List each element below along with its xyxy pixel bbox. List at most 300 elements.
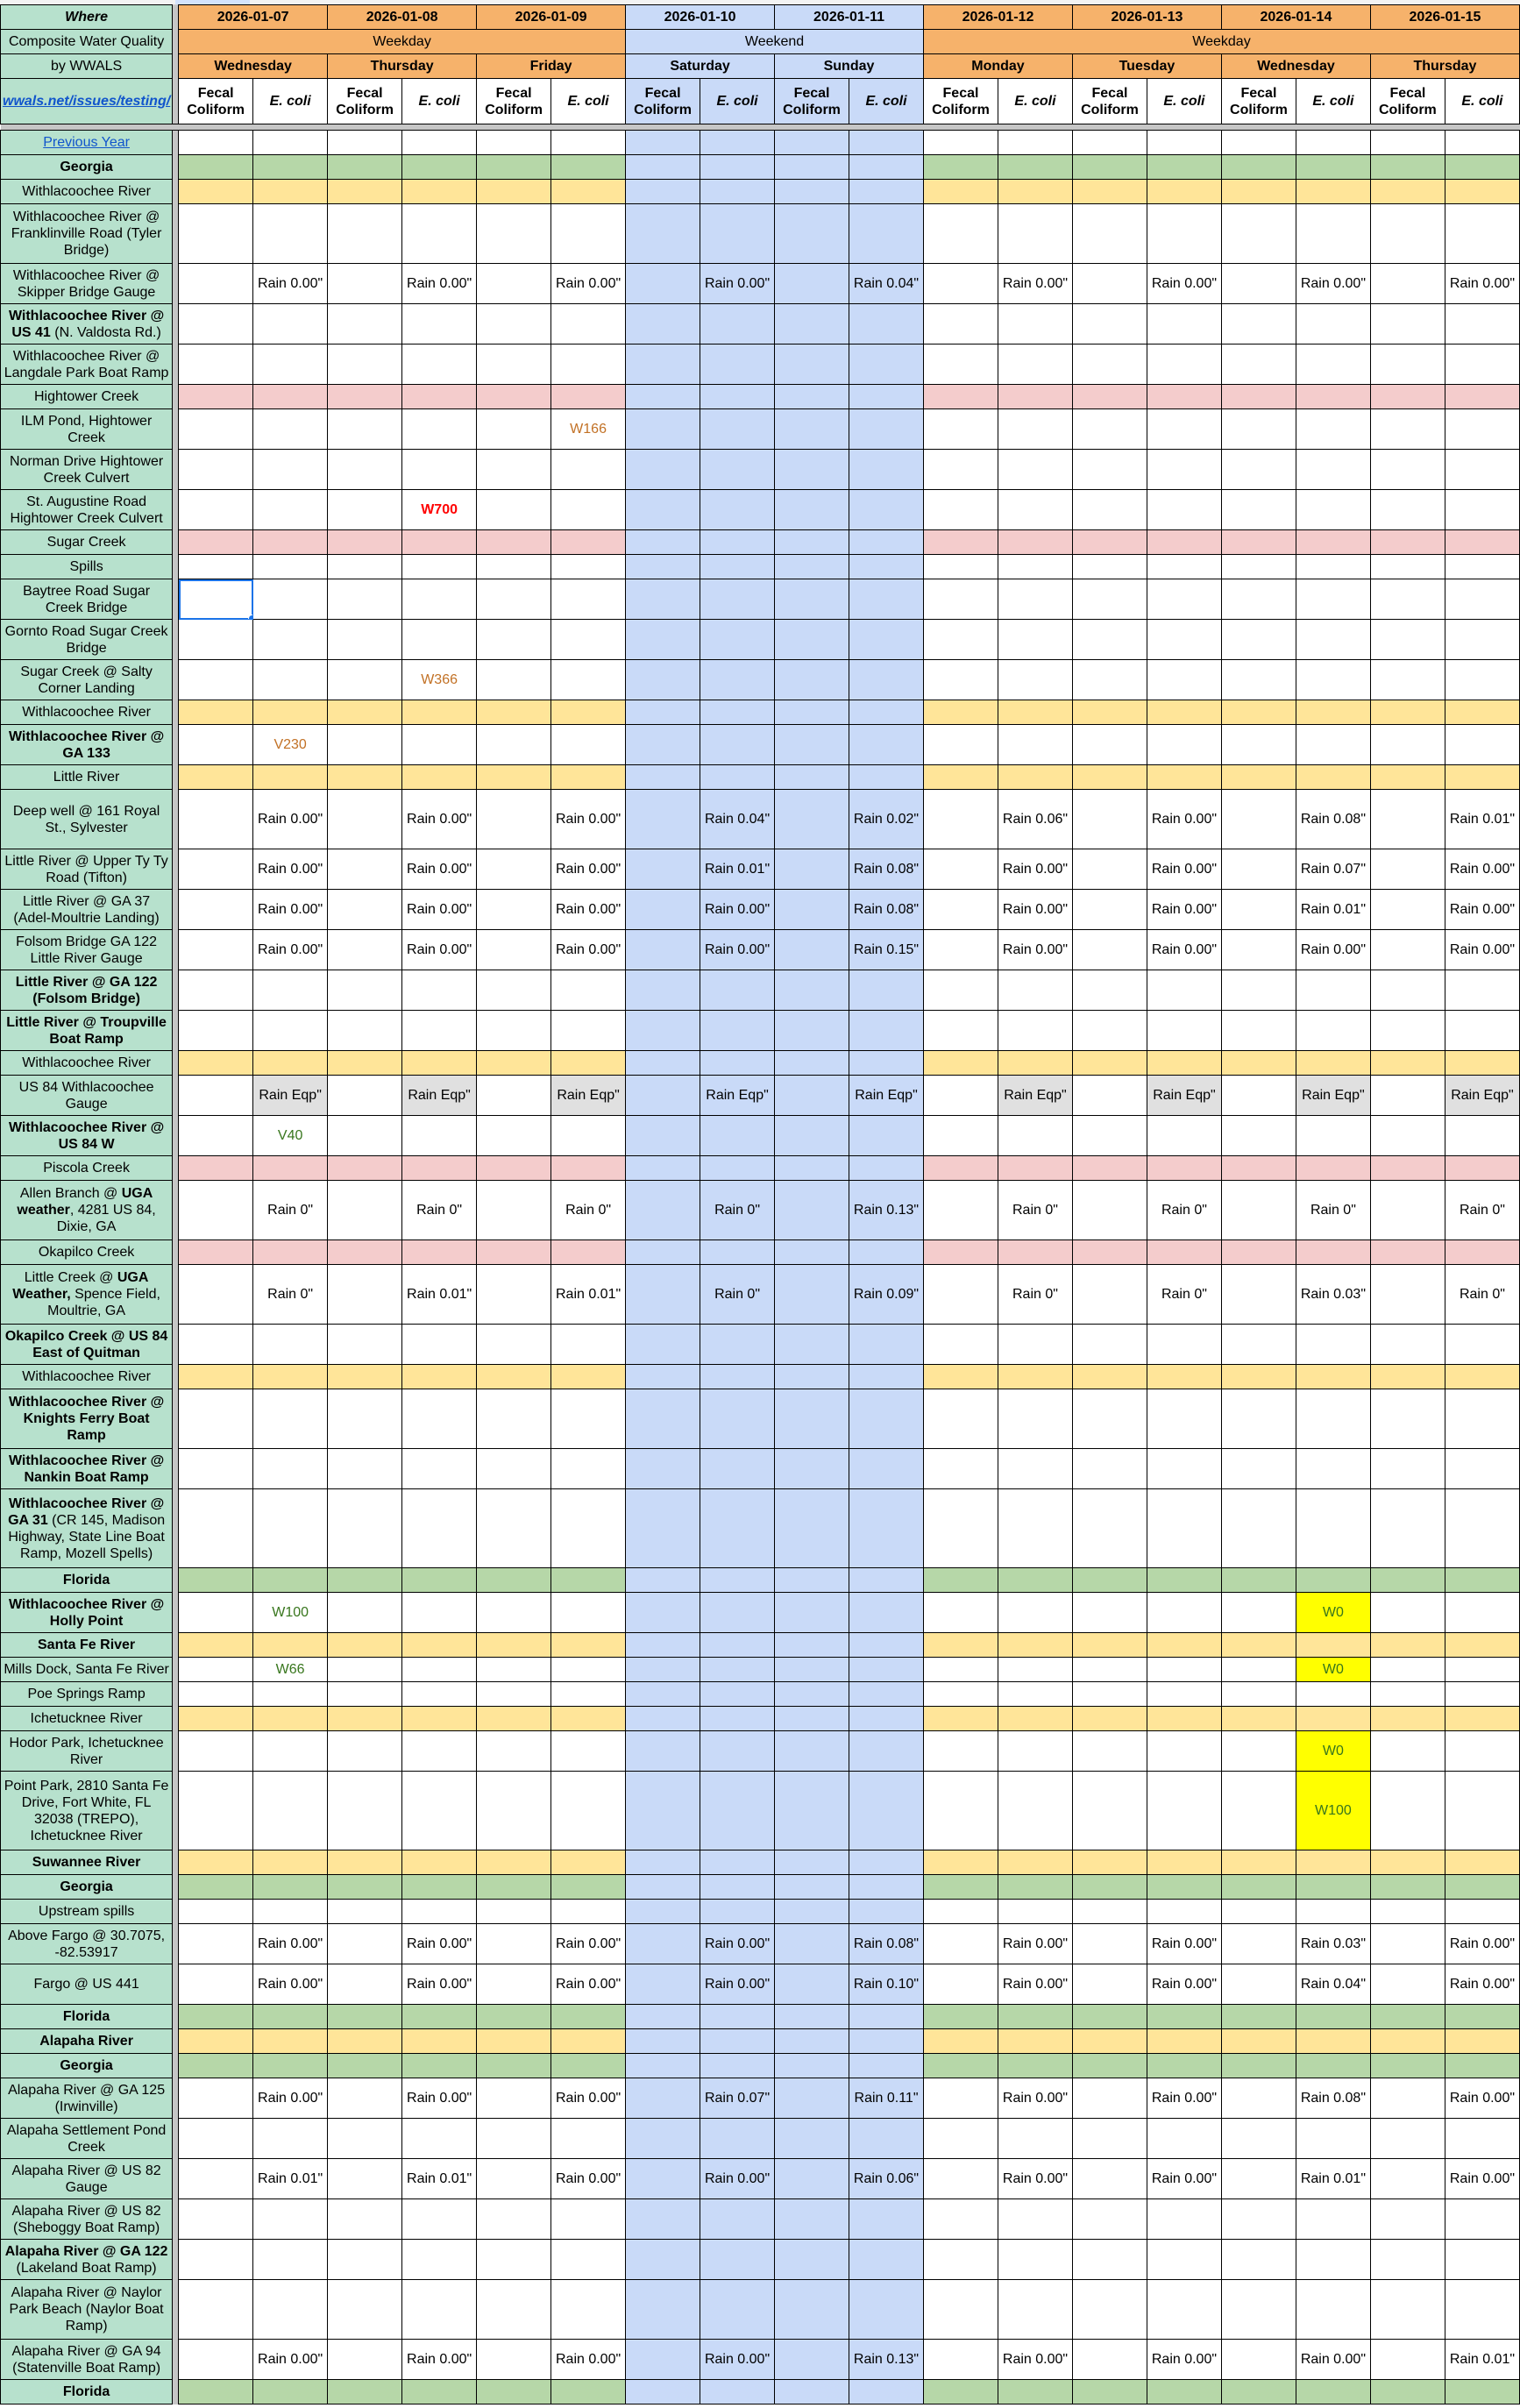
rainfall-cell[interactable]: Rain 0" (1147, 1181, 1221, 1240)
fecal-coliform-cell[interactable] (477, 1900, 551, 1924)
fecal-coliform-cell[interactable] (1221, 2029, 1296, 2054)
ecoli-cell[interactable] (551, 2240, 626, 2280)
data-cell[interactable] (253, 131, 328, 155)
ecoli-cell[interactable] (998, 2029, 1072, 2054)
ecoli-cell[interactable] (998, 2380, 1072, 2404)
fecal-coliform-cell[interactable] (179, 1181, 253, 1240)
fecal-coliform-cell[interactable] (1370, 1964, 1445, 2005)
fecal-coliform-cell[interactable] (179, 2159, 253, 2199)
fecal-coliform-cell[interactable] (1072, 1682, 1147, 1707)
ecoli-cell[interactable] (998, 725, 1072, 765)
rainfall-cell[interactable]: Rain 0.00" (1445, 849, 1519, 890)
fecal-coliform-cell[interactable] (924, 1568, 998, 1593)
fecal-coliform-cell[interactable] (328, 2054, 402, 2078)
rainfall-cell[interactable]: Rain 0.00" (402, 264, 477, 304)
fecal-coliform-cell[interactable] (924, 1900, 998, 1924)
fecal-coliform-cell[interactable] (328, 304, 402, 345)
frozen-row-divider[interactable] (1, 124, 1520, 131)
fecal-coliform-cell[interactable] (179, 490, 253, 530)
ecoli-cell[interactable] (700, 700, 775, 725)
fecal-coliform-cell[interactable] (924, 385, 998, 409)
rainfall-cell[interactable]: Rain 0" (998, 1265, 1072, 1325)
frozen-column-divider[interactable] (173, 5, 179, 124)
fecal-coliform-cell[interactable] (1072, 345, 1147, 385)
fecal-coliform-cell[interactable] (1221, 345, 1296, 385)
ecoli-cell[interactable] (253, 1449, 328, 1489)
fecal-coliform-cell[interactable] (1370, 1772, 1445, 1850)
fecal-coliform-cell[interactable] (775, 1875, 849, 1900)
fecal-coliform-cell[interactable] (924, 304, 998, 345)
ecoli-cell[interactable] (998, 1156, 1072, 1181)
fecal-coliform-cell[interactable] (924, 1181, 998, 1240)
fecal-coliform-cell[interactable] (1221, 1181, 1296, 1240)
ecoli-cell[interactable] (1445, 490, 1519, 530)
fecal-coliform-cell[interactable] (626, 2199, 700, 2240)
fecal-coliform-cell[interactable] (775, 2240, 849, 2280)
fecal-coliform-cell[interactable] (1370, 1240, 1445, 1265)
ecoli-cell[interactable] (402, 1489, 477, 1568)
fecal-coliform-cell[interactable] (477, 1389, 551, 1449)
fecal-coliform-cell[interactable] (477, 1449, 551, 1489)
fecal-coliform-cell[interactable] (1370, 180, 1445, 204)
ecoli-cell[interactable] (402, 345, 477, 385)
ecoli-cell[interactable] (402, 1389, 477, 1449)
fecal-coliform-cell[interactable] (328, 1964, 402, 2005)
ecoli-cell[interactable] (1445, 1900, 1519, 1924)
ecoli-cell[interactable] (551, 1707, 626, 1731)
fecal-coliform-cell[interactable] (1221, 1964, 1296, 2005)
fecal-coliform-cell[interactable] (477, 579, 551, 620)
fecal-coliform-cell[interactable] (1221, 1850, 1296, 1875)
ecoli-cell[interactable] (1296, 1707, 1370, 1731)
rainfall-cell[interactable]: Rain 0.11" (849, 2078, 924, 2119)
fecal-coliform-cell[interactable] (1221, 2005, 1296, 2029)
fecal-coliform-cell[interactable] (626, 2380, 700, 2404)
fecal-coliform-cell[interactable] (328, 890, 402, 930)
ecoli-cell[interactable] (1445, 1116, 1519, 1156)
fecal-coliform-cell[interactable] (1370, 264, 1445, 304)
fecal-coliform-cell[interactable] (179, 1964, 253, 2005)
fecal-coliform-cell[interactable] (1370, 1365, 1445, 1389)
fecal-coliform-cell[interactable] (1072, 264, 1147, 304)
ecoli-cell[interactable] (700, 409, 775, 450)
fecal-coliform-cell[interactable] (626, 1389, 700, 1449)
fecal-coliform-cell[interactable] (626, 1181, 700, 1240)
fecal-coliform-cell[interactable] (179, 620, 253, 660)
fecal-coliform-cell[interactable] (1221, 180, 1296, 204)
ecoli-cell[interactable] (1445, 1593, 1519, 1633)
sample-result-cell[interactable]: W166 (551, 409, 626, 450)
fecal-coliform-cell[interactable] (179, 1682, 253, 1707)
fecal-coliform-cell[interactable] (1221, 849, 1296, 890)
fecal-coliform-cell[interactable] (775, 2159, 849, 2199)
fecal-coliform-cell[interactable] (477, 1051, 551, 1076)
fecal-coliform-cell[interactable] (477, 1116, 551, 1156)
ecoli-cell[interactable] (1147, 490, 1221, 530)
fecal-coliform-cell[interactable] (775, 385, 849, 409)
fecal-coliform-cell[interactable] (924, 725, 998, 765)
fecal-coliform-cell[interactable] (328, 1051, 402, 1076)
fecal-coliform-cell[interactable] (179, 1924, 253, 1964)
ecoli-cell[interactable] (998, 345, 1072, 385)
fecal-coliform-cell[interactable] (775, 1076, 849, 1116)
ecoli-cell[interactable] (402, 579, 477, 620)
fecal-coliform-cell[interactable] (1221, 1365, 1296, 1389)
testing-link[interactable]: wwals.net/issues/testing/ (3, 94, 171, 109)
fecal-coliform-cell[interactable] (1221, 2054, 1296, 2078)
rainfall-cell[interactable]: Rain 0.07" (1296, 849, 1370, 890)
rainfall-cell[interactable]: Rain 0.01" (402, 1265, 477, 1325)
fecal-coliform-cell[interactable] (1370, 1682, 1445, 1707)
ecoli-cell[interactable] (551, 555, 626, 579)
fecal-coliform-cell[interactable] (1221, 579, 1296, 620)
ecoli-cell[interactable] (253, 1682, 328, 1707)
fecal-coliform-cell[interactable] (1370, 725, 1445, 765)
ecoli-cell[interactable] (1445, 1051, 1519, 1076)
fecal-coliform-cell[interactable] (179, 1365, 253, 1389)
fecal-coliform-cell[interactable] (775, 304, 849, 345)
rainfall-cell[interactable]: Rain 0.00" (998, 2340, 1072, 2380)
rainfall-cell[interactable]: Rain Eqp" (700, 1076, 775, 1116)
fecal-coliform-cell[interactable] (328, 849, 402, 890)
ecoli-cell[interactable] (1147, 1633, 1221, 1658)
ecoli-cell[interactable] (1445, 1875, 1519, 1900)
fecal-coliform-cell[interactable] (179, 2119, 253, 2159)
ecoli-cell[interactable] (551, 2380, 626, 2404)
ecoli-cell[interactable] (700, 1682, 775, 1707)
fecal-coliform-cell[interactable] (775, 1964, 849, 2005)
fecal-coliform-cell[interactable] (775, 1568, 849, 1593)
fecal-coliform-cell[interactable] (924, 1011, 998, 1051)
fecal-coliform-cell[interactable] (1370, 1875, 1445, 1900)
fecal-coliform-cell[interactable] (924, 1658, 998, 1682)
rainfall-cell[interactable]: Rain 0.00" (1445, 2078, 1519, 2119)
fecal-coliform-cell[interactable] (626, 660, 700, 700)
ecoli-cell[interactable] (253, 1389, 328, 1449)
rainfall-cell[interactable]: Rain 0.00" (700, 930, 775, 970)
ecoli-cell[interactable] (998, 1707, 1072, 1731)
fecal-coliform-cell[interactable] (626, 1365, 700, 1389)
fecal-coliform-cell[interactable] (626, 2280, 700, 2340)
fecal-coliform-cell[interactable] (1221, 790, 1296, 849)
ecoli-cell[interactable] (551, 530, 626, 555)
ecoli-cell[interactable] (998, 155, 1072, 180)
ecoli-cell[interactable] (1445, 304, 1519, 345)
rainfall-cell[interactable]: Rain 0.08" (1296, 2078, 1370, 2119)
fecal-coliform-cell[interactable] (775, 530, 849, 555)
ecoli-cell[interactable] (700, 1365, 775, 1389)
data-cell[interactable] (849, 131, 924, 155)
fecal-coliform-cell[interactable] (1370, 1051, 1445, 1076)
rainfall-cell[interactable]: Rain 0.00" (700, 2340, 775, 2380)
fecal-coliform-cell[interactable] (477, 2078, 551, 2119)
fecal-coliform-cell[interactable] (1221, 450, 1296, 490)
fecal-coliform-cell[interactable] (1072, 1924, 1147, 1964)
fecal-coliform-cell[interactable] (179, 555, 253, 579)
ecoli-cell[interactable] (1296, 530, 1370, 555)
rainfall-cell[interactable]: Rain 0.04" (849, 264, 924, 304)
rainfall-cell[interactable]: Rain 0.00" (402, 1924, 477, 1964)
fecal-coliform-cell[interactable] (179, 2380, 253, 2404)
fecal-coliform-cell[interactable] (1370, 1265, 1445, 1325)
fecal-coliform-cell[interactable] (924, 204, 998, 264)
rainfall-cell[interactable]: Rain 0.08" (849, 1924, 924, 1964)
rainfall-cell[interactable]: Rain 0.15" (849, 930, 924, 970)
fecal-coliform-cell[interactable] (626, 930, 700, 970)
fecal-coliform-cell[interactable] (1072, 1964, 1147, 2005)
ecoli-cell[interactable] (998, 579, 1072, 620)
fecal-coliform-cell[interactable] (328, 1924, 402, 1964)
ecoli-cell[interactable] (1147, 180, 1221, 204)
fecal-coliform-cell[interactable] (1370, 1116, 1445, 1156)
ecoli-cell[interactable] (253, 2240, 328, 2280)
ecoli-cell[interactable] (551, 1850, 626, 1875)
fecal-coliform-cell[interactable] (1072, 2119, 1147, 2159)
ecoli-cell[interactable] (849, 1772, 924, 1850)
fecal-coliform-cell[interactable] (328, 970, 402, 1011)
fecal-coliform-cell[interactable] (924, 1156, 998, 1181)
ecoli-cell[interactable] (700, 530, 775, 555)
fecal-coliform-cell[interactable] (1221, 2119, 1296, 2159)
ecoli-cell[interactable] (1445, 180, 1519, 204)
rainfall-cell[interactable]: Rain 0.00" (1445, 264, 1519, 304)
fecal-coliform-cell[interactable] (477, 660, 551, 700)
fecal-coliform-cell[interactable] (775, 790, 849, 849)
fecal-coliform-cell[interactable] (1221, 620, 1296, 660)
ecoli-cell[interactable] (253, 490, 328, 530)
ecoli-cell[interactable] (1147, 1658, 1221, 1682)
fecal-coliform-cell[interactable] (328, 1365, 402, 1389)
fecal-coliform-cell[interactable] (1370, 970, 1445, 1011)
fecal-coliform-cell[interactable] (477, 970, 551, 1011)
ecoli-cell[interactable] (998, 1568, 1072, 1593)
ecoli-cell[interactable] (998, 530, 1072, 555)
ecoli-cell[interactable] (1445, 1772, 1519, 1850)
ecoli-cell[interactable] (1445, 620, 1519, 660)
fecal-coliform-cell[interactable] (924, 620, 998, 660)
fecal-coliform-cell[interactable] (1072, 1011, 1147, 1051)
ecoli-cell[interactable] (253, 2119, 328, 2159)
fecal-coliform-cell[interactable] (1072, 2159, 1147, 2199)
ecoli-cell[interactable] (402, 450, 477, 490)
fecal-coliform-cell[interactable] (328, 1265, 402, 1325)
fecal-coliform-cell[interactable] (1370, 1850, 1445, 1875)
fecal-coliform-cell[interactable] (1072, 2054, 1147, 2078)
fecal-coliform-cell[interactable] (1370, 2078, 1445, 2119)
ecoli-cell[interactable] (253, 1365, 328, 1389)
fecal-coliform-cell[interactable] (328, 1325, 402, 1365)
ecoli-cell[interactable] (551, 1116, 626, 1156)
fecal-coliform-cell[interactable] (924, 1731, 998, 1772)
ecoli-cell[interactable] (402, 409, 477, 450)
ecoli-cell[interactable] (253, 1051, 328, 1076)
fecal-coliform-cell[interactable] (924, 2159, 998, 2199)
fecal-coliform-cell[interactable] (924, 1593, 998, 1633)
ecoli-cell[interactable] (551, 725, 626, 765)
fecal-coliform-cell[interactable] (775, 1051, 849, 1076)
ecoli-cell[interactable] (1296, 1389, 1370, 1449)
rainfall-cell[interactable]: Rain 0" (253, 1265, 328, 1325)
rainfall-cell[interactable]: Rain Eqp" (998, 1076, 1072, 1116)
ecoli-cell[interactable] (253, 304, 328, 345)
fecal-coliform-cell[interactable] (1370, 1076, 1445, 1116)
fecal-coliform-cell[interactable] (179, 450, 253, 490)
fecal-coliform-cell[interactable] (1370, 700, 1445, 725)
ecoli-cell[interactable] (998, 2119, 1072, 2159)
ecoli-cell[interactable] (1296, 345, 1370, 385)
fecal-coliform-cell[interactable] (477, 849, 551, 890)
fecal-coliform-cell[interactable] (179, 530, 253, 555)
ecoli-cell[interactable] (551, 660, 626, 700)
rainfall-cell[interactable]: Rain 0.10" (849, 1964, 924, 2005)
fecal-coliform-cell[interactable] (626, 1051, 700, 1076)
fecal-coliform-cell[interactable] (775, 2380, 849, 2404)
fecal-coliform-cell[interactable] (1072, 1156, 1147, 1181)
rainfall-cell[interactable]: Rain 0.00" (1445, 890, 1519, 930)
rainfall-cell[interactable]: Rain 0.00" (1296, 930, 1370, 970)
fecal-coliform-cell[interactable] (179, 345, 253, 385)
ecoli-cell[interactable] (253, 1633, 328, 1658)
fecal-coliform-cell[interactable] (1221, 264, 1296, 304)
fecal-coliform-cell[interactable] (1072, 790, 1147, 849)
ecoli-cell[interactable] (849, 409, 924, 450)
fecal-coliform-cell[interactable] (775, 409, 849, 450)
ecoli-cell[interactable] (551, 2119, 626, 2159)
fecal-coliform-cell[interactable] (477, 1156, 551, 1181)
ecoli-cell[interactable] (1296, 155, 1370, 180)
fecal-coliform-cell[interactable] (328, 2199, 402, 2240)
fecal-coliform-cell[interactable] (477, 2280, 551, 2340)
ecoli-cell[interactable] (551, 490, 626, 530)
ecoli-cell[interactable] (1296, 1489, 1370, 1568)
fecal-coliform-cell[interactable] (924, 660, 998, 700)
ecoli-cell[interactable] (1296, 1568, 1370, 1593)
fecal-coliform-cell[interactable] (924, 409, 998, 450)
fecal-coliform-cell[interactable] (775, 2340, 849, 2380)
ecoli-cell[interactable] (551, 1593, 626, 1633)
fecal-coliform-cell[interactable] (626, 620, 700, 660)
ecoli-cell[interactable] (1147, 579, 1221, 620)
ecoli-cell[interactable] (1445, 970, 1519, 1011)
ecoli-cell[interactable] (849, 1900, 924, 1924)
fecal-coliform-cell[interactable] (775, 1731, 849, 1772)
fecal-coliform-cell[interactable] (775, 1658, 849, 1682)
fecal-coliform-cell[interactable] (1370, 450, 1445, 490)
rainfall-cell[interactable]: Rain 0.00" (551, 790, 626, 849)
ecoli-cell[interactable] (253, 1850, 328, 1875)
data-cell[interactable] (775, 131, 849, 155)
fecal-coliform-cell[interactable] (1072, 1265, 1147, 1325)
fecal-coliform-cell[interactable] (924, 2005, 998, 2029)
ecoli-cell[interactable] (849, 700, 924, 725)
ecoli-cell[interactable] (1445, 1156, 1519, 1181)
fecal-coliform-cell[interactable] (1072, 180, 1147, 204)
ecoli-cell[interactable] (253, 2280, 328, 2340)
ecoli-cell[interactable] (700, 2280, 775, 2340)
ecoli-cell[interactable] (849, 1051, 924, 1076)
ecoli-cell[interactable] (1147, 385, 1221, 409)
ecoli-cell[interactable] (700, 1568, 775, 1593)
ecoli-cell[interactable] (700, 345, 775, 385)
ecoli-cell[interactable] (402, 1240, 477, 1265)
ecoli-cell[interactable] (1147, 1593, 1221, 1633)
frozen-row-divider-bar[interactable] (1, 124, 1520, 131)
fecal-coliform-cell[interactable] (1072, 1875, 1147, 1900)
ecoli-cell[interactable] (998, 1051, 1072, 1076)
ecoli-cell[interactable] (849, 1850, 924, 1875)
rainfall-cell[interactable]: Rain 0.00" (253, 2340, 328, 2380)
fecal-coliform-cell[interactable] (1370, 204, 1445, 264)
ecoli-cell[interactable] (253, 1156, 328, 1181)
fecal-coliform-cell[interactable] (775, 1449, 849, 1489)
ecoli-cell[interactable] (1296, 700, 1370, 725)
fecal-coliform-cell[interactable] (924, 1325, 998, 1365)
fill-handle[interactable] (248, 614, 253, 620)
fecal-coliform-cell[interactable] (328, 1568, 402, 1593)
fecal-coliform-cell[interactable] (626, 2119, 700, 2159)
ecoli-cell[interactable] (700, 660, 775, 700)
rainfall-cell[interactable]: Rain 0.08" (849, 890, 924, 930)
ecoli-cell[interactable] (849, 490, 924, 530)
fecal-coliform-cell[interactable] (775, 2078, 849, 2119)
fecal-coliform-cell[interactable] (626, 1682, 700, 1707)
ecoli-cell[interactable] (849, 579, 924, 620)
data-cell[interactable] (179, 131, 253, 155)
rainfall-cell[interactable]: Rain 0" (402, 1181, 477, 1240)
fecal-coliform-cell[interactable] (1370, 1449, 1445, 1489)
ecoli-cell[interactable] (1296, 555, 1370, 579)
fecal-coliform-cell[interactable] (924, 180, 998, 204)
fecal-coliform-cell[interactable] (1370, 2159, 1445, 2199)
fecal-coliform-cell[interactable] (775, 2029, 849, 2054)
fecal-coliform-cell[interactable] (328, 2340, 402, 2380)
fecal-coliform-cell[interactable] (1072, 620, 1147, 660)
fecal-coliform-cell[interactable] (1370, 1389, 1445, 1449)
fecal-coliform-cell[interactable] (775, 490, 849, 530)
rainfall-cell[interactable]: Rain 0.00" (253, 1924, 328, 1964)
fecal-coliform-cell[interactable] (1221, 155, 1296, 180)
fecal-coliform-cell[interactable] (1072, 849, 1147, 890)
fecal-coliform-cell[interactable] (775, 620, 849, 660)
fecal-coliform-cell[interactable] (328, 1389, 402, 1449)
ecoli-cell[interactable] (998, 180, 1072, 204)
fecal-coliform-cell[interactable] (1370, 765, 1445, 790)
fecal-coliform-cell[interactable] (775, 930, 849, 970)
fecal-coliform-cell[interactable] (477, 180, 551, 204)
fecal-coliform-cell[interactable] (775, 264, 849, 304)
fecal-coliform-cell[interactable] (775, 2199, 849, 2240)
rainfall-cell[interactable]: Rain 0.00" (998, 849, 1072, 890)
fecal-coliform-cell[interactable] (1072, 970, 1147, 1011)
data-cell[interactable] (1445, 131, 1519, 155)
ecoli-cell[interactable] (1296, 304, 1370, 345)
fecal-coliform-cell[interactable] (626, 765, 700, 790)
ecoli-cell[interactable] (700, 1633, 775, 1658)
ecoli-cell[interactable] (849, 2119, 924, 2159)
fecal-coliform-cell[interactable] (1072, 1850, 1147, 1875)
ecoli-cell[interactable] (402, 1365, 477, 1389)
ecoli-cell[interactable] (402, 2280, 477, 2340)
ecoli-cell[interactable] (1445, 1389, 1519, 1449)
ecoli-cell[interactable] (849, 1633, 924, 1658)
ecoli-cell[interactable] (1147, 1489, 1221, 1568)
ecoli-cell[interactable] (253, 1011, 328, 1051)
ecoli-cell[interactable] (1445, 1365, 1519, 1389)
rainfall-cell[interactable]: Rain 0.00" (402, 1964, 477, 2005)
fecal-coliform-cell[interactable] (328, 2119, 402, 2159)
ecoli-cell[interactable] (700, 765, 775, 790)
data-cell[interactable] (1296, 131, 1370, 155)
